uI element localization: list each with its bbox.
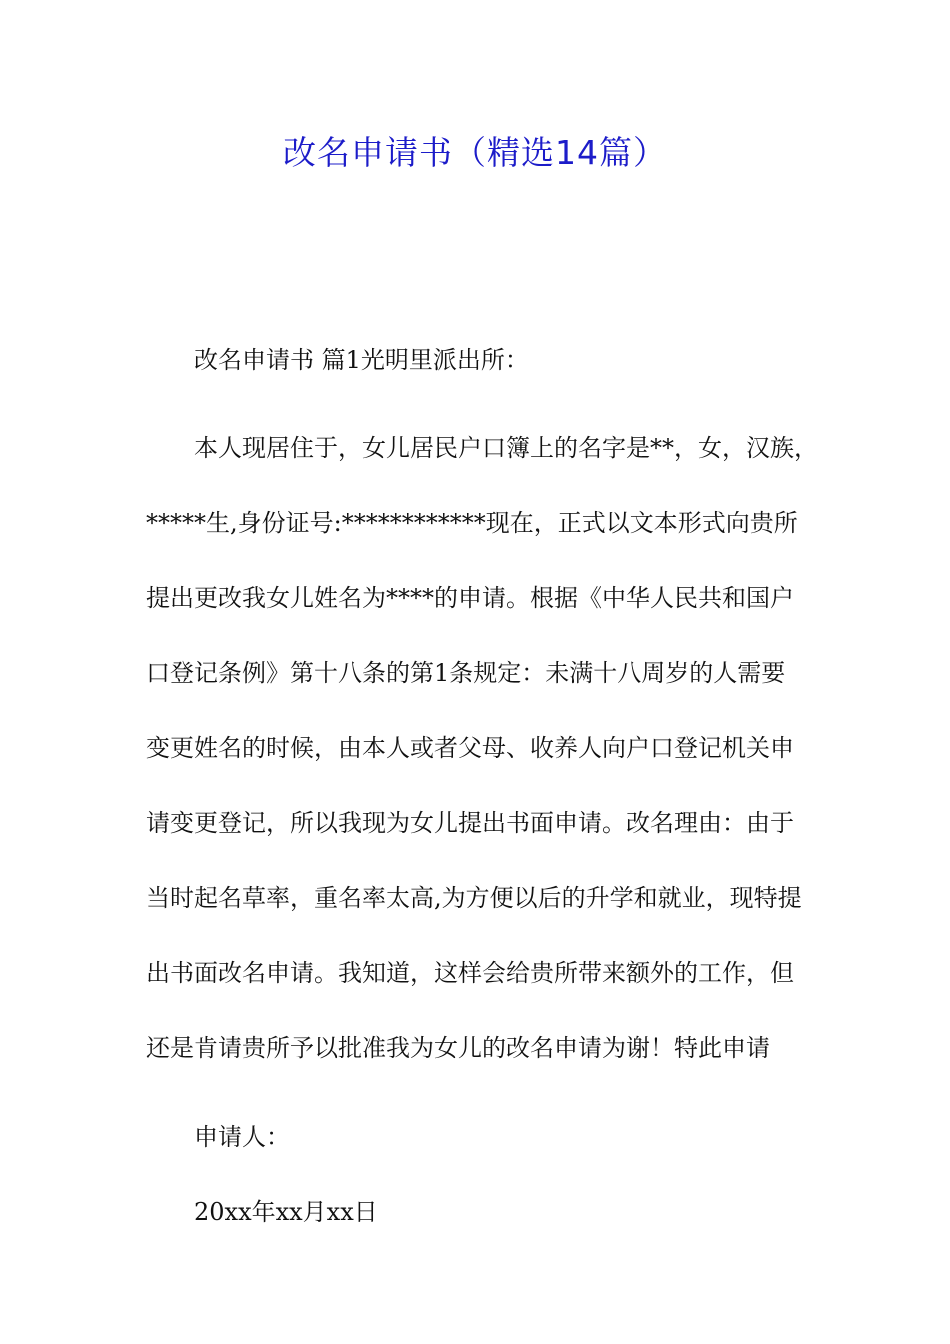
document-title: 改名申请书（精选14篇） bbox=[283, 133, 667, 172]
body-line: *****生,身份证号:************现在，正式以文本形式向贵所 bbox=[146, 509, 798, 537]
body-line: 变更姓名的时候，由本人或者父母、收养人向户口登记机关申 bbox=[146, 734, 794, 762]
applicant-label: 申请人： bbox=[194, 1123, 290, 1151]
greeting-line: 改名申请书 篇1光明里派出所： bbox=[194, 346, 529, 374]
body-line: 提出更改我女儿姓名为****的申请。根据《中华人民共和国户 bbox=[146, 584, 794, 612]
body-line: 当时起名草率，重名率太高,为方便以后的升学和就业，现特提 bbox=[146, 884, 802, 912]
date-line: 20xx年xx月xx日 bbox=[194, 1198, 378, 1226]
main-paragraph bbox=[146, 411, 816, 1086]
body-line: 请变更登记，所以我现为女儿提出书面申请。改名理由：由于 bbox=[146, 809, 794, 837]
document-body bbox=[146, 336, 816, 1236]
body-line: 出书面改名申请。我知道，这样会给贵所带来额外的工作，但 bbox=[146, 959, 794, 987]
body-line: 还是肯请贵所予以批准我为女儿的改名申请为谢！特此申请 bbox=[146, 1034, 770, 1062]
body-line: 口登记条例》第十八条的第1条规定：未满十八周岁的人需要 bbox=[146, 659, 786, 687]
body-line: 本人现居住于，女儿居民户口簿上的名字是**，女，汉族， bbox=[194, 434, 818, 462]
